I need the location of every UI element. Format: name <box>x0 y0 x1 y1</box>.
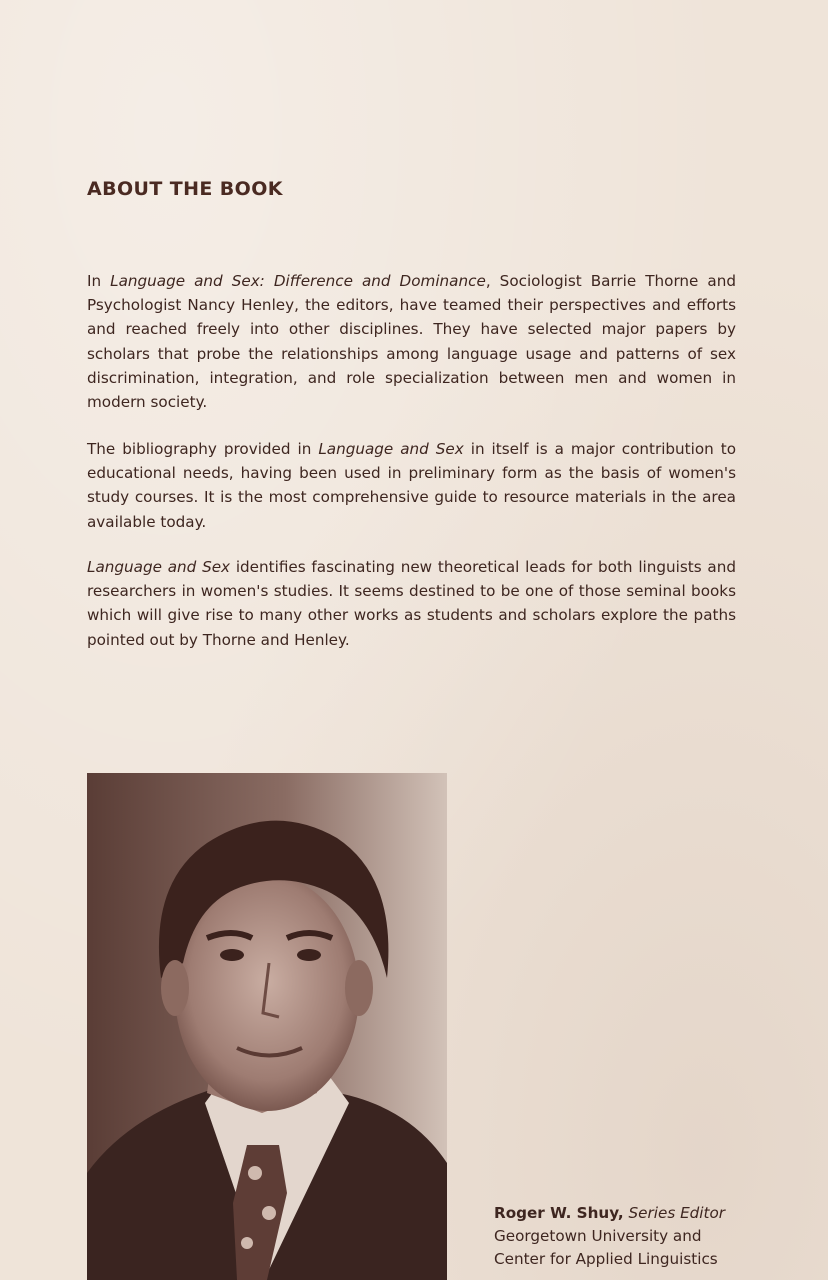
series-editor-caption <box>494 1202 824 1271</box>
editor-affiliation-line-1: Georgetown University and <box>494 1227 702 1245</box>
paragraph-intro-text: , Sociologist Barrie Thorne and Psychologist Nancy Henley, the editors, have teamed their perspectives and efforts and reached freely into other disciplines. They have selected major papers by scholars that probe the relationships among language usage and patterns of sex discrimination, integration, and role specialization between men and women in modern society. <box>87 272 736 412</box>
editor-role: Series Editor <box>623 1204 726 1222</box>
paragraph-bibliography <box>87 437 736 534</box>
paragraph-theory-text: identifies fascinating new theoretical leads for both linguists and researchers in women's studies. It seems destined to be one of those seminal books which will give rise to many other works as students and scholars explore the paths pointed out by Thorne and Henley. <box>87 558 736 649</box>
paragraph-bibliography-lead: The bibliography provided in <box>87 440 319 458</box>
paragraph-bibliography-text: in itself is a major contribution to educational needs, having been used in preliminary form as the basis of women's study courses. It is the most comprehensive guide to resource materials in the area available today. <box>87 440 736 531</box>
book-title-full: Language and Sex: Difference and Dominance <box>110 272 486 290</box>
paragraph-theory <box>87 555 736 652</box>
editor-portrait-photo <box>87 773 447 1280</box>
paragraph-intro <box>87 269 736 414</box>
paragraph-intro-lead: In <box>87 272 111 290</box>
editor-name: Roger W. Shuy, <box>494 1204 624 1222</box>
portrait-illustration <box>87 773 447 1280</box>
book-title-short: Language and Sex <box>318 440 464 458</box>
section-heading: ABOUT THE BOOK <box>87 178 283 200</box>
book-title-short: Language and Sex <box>87 558 231 576</box>
editor-name-line <box>494 1202 824 1225</box>
editor-affiliation-line-2: Center for Applied Linguistics <box>494 1250 718 1268</box>
